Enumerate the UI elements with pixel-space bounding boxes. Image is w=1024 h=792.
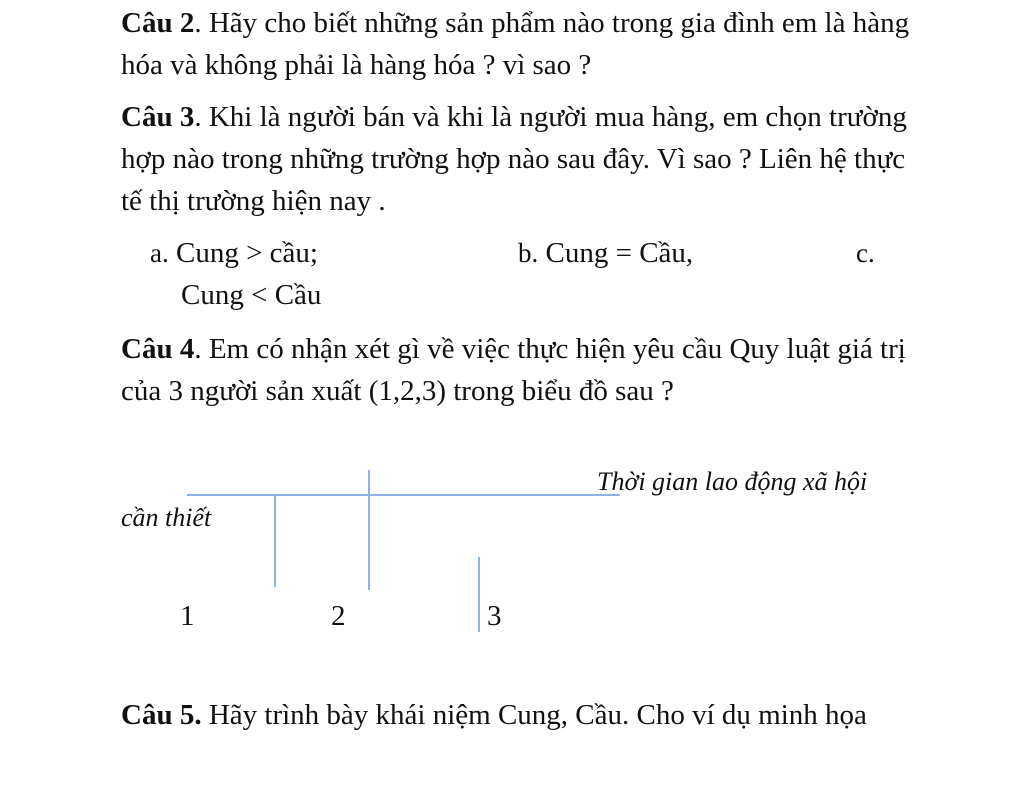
option-a-label: a. <box>150 238 169 268</box>
option-b-label: b. <box>518 238 539 268</box>
option-a-text: Cung > cầu; <box>175 237 318 269</box>
producer-3-label: 3 <box>487 600 502 632</box>
question-5-label: Câu 5. <box>121 699 202 731</box>
diagram-label-line1: Thời gian lao động xã hội <box>597 467 868 496</box>
producer-1-label: 1 <box>180 600 195 632</box>
question-4-label: Câu 4 <box>121 333 195 365</box>
producer-2-label: 2 <box>331 600 346 632</box>
question-5-text: Hãy trình bày khái niệm Cung, Cầu. Cho ví dụ minh họa <box>201 699 867 731</box>
diagram-label-line2: cần thiết <box>121 503 212 532</box>
option-c-text: Cung < Cầu <box>181 279 322 311</box>
option-b-text: Cung = Cầu, <box>545 237 694 269</box>
question-3-text: . Khi là người bán và khi là người mua hàng, em chọn trường hợp nào trong những trường hợp nào sau đây. Vì sao ? Liên hệ thực tế thị trường hiện nay . <box>121 101 907 217</box>
question-2-label: Câu 2 <box>121 7 195 39</box>
question-4-text: . Em có nhận xét gì về việc thực hiện yêu cầu Quy luật giá trị của 3 người sản xuất (1,2,3) trong biểu đồ sau ? <box>121 333 906 407</box>
option-c-label: c. <box>856 238 875 268</box>
question-3-label: Câu 3 <box>121 101 195 133</box>
question-5 <box>121 694 921 736</box>
question-2-text: . Hãy cho biết những sản phẩm nào trong gia đình em là hàng hóa và không phải là hàng hóa ? vì sao ? <box>121 7 910 81</box>
